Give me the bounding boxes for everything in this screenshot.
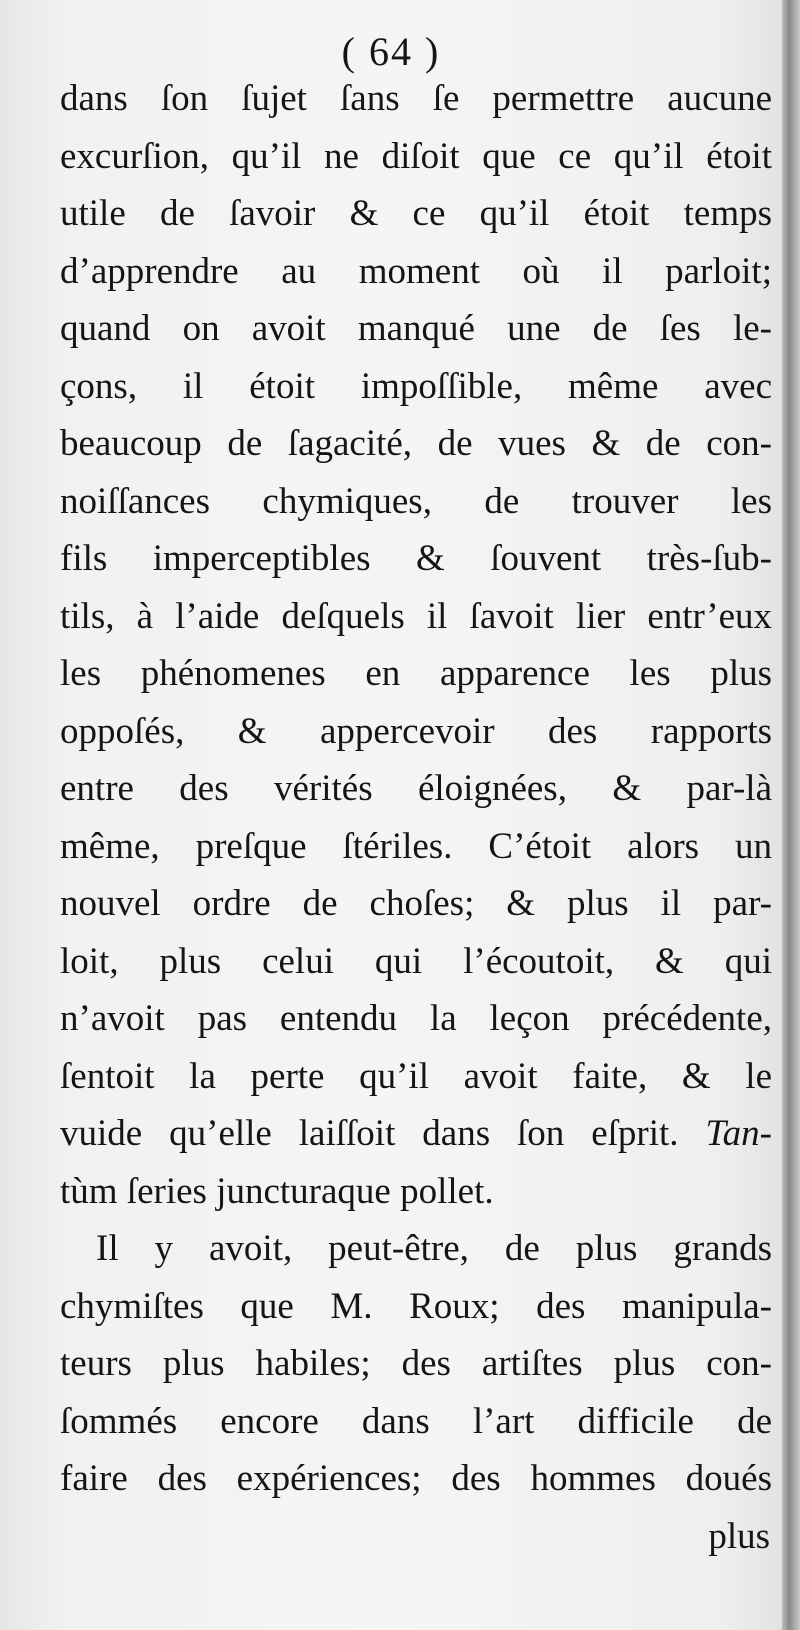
text-line: noiſſances chymiques, de trouver les	[60, 480, 772, 522]
text-line: entre des vérités éloignées, & par-là	[60, 768, 772, 809]
text-line: chymiſtes que M. Roux; des manipula-	[60, 1285, 772, 1327]
text-line: les phénomenes en apparence les plus	[60, 653, 772, 694]
text-line: loit, plus celui qui l’écoutoit, & qui	[60, 940, 772, 982]
text-line: nouvel ordre de choſes; & plus il par-	[60, 883, 772, 924]
text-line: excurſion, qu’il ne diſoit que ce qu’il étoit	[60, 135, 772, 177]
binding-edge	[782, 0, 800, 1630]
text-line: utile de ſavoir & ce qu’il étoit temps	[60, 193, 772, 234]
text-line: quand on avoit manqué une de ſes le-	[60, 308, 772, 349]
text-line: oppoſés, & appercevoir des rapports	[60, 710, 772, 752]
latin-quote-start: Tan-	[705, 1113, 772, 1154]
text-line-with-latin	[60, 1105, 772, 1163]
text-block	[60, 70, 772, 1565]
text-line: fils imperceptibles & ſouvent très-ſub-	[60, 538, 772, 579]
text-line: teurs plus habiles; des artiſtes plus con-	[60, 1343, 772, 1384]
latin-quote-line: tùm ſeries juncturaque pollet.	[60, 1170, 494, 1212]
text-line: n’avoit pas entendu la leçon précédente,	[60, 998, 772, 1039]
text-segment: vuide qu’elle laiſſoit dans ſon eſprit.	[60, 1113, 679, 1154]
text-line: tils, à l’aide deſquels il ſavoit lier entr’eux	[60, 595, 772, 637]
text-line: ſentoit la perte qu’il avoit faite, & le	[60, 1055, 772, 1097]
text-line: faire des expériences; des hommes doués	[60, 1458, 772, 1499]
catchword: plus	[708, 1515, 770, 1557]
page-number: ( 64 )	[341, 29, 441, 74]
text-line: d’apprendre au moment où il parloit;	[60, 250, 772, 292]
text-line: dans ſon ſujet ſans ſe permettre aucune	[60, 78, 772, 119]
paragraph-start-line: Il y avoit, peut-être, de plus grands	[96, 1228, 772, 1269]
text-line: beaucoup de ſagacité, de vues & de con-	[60, 423, 772, 464]
text-line: ſommés encore dans l’art difficile de	[60, 1400, 772, 1442]
text-line: même, preſque ſtériles. C’étoit alors un	[60, 825, 772, 867]
text-line: çons, il étoit impoſſible, même avec	[60, 365, 772, 407]
